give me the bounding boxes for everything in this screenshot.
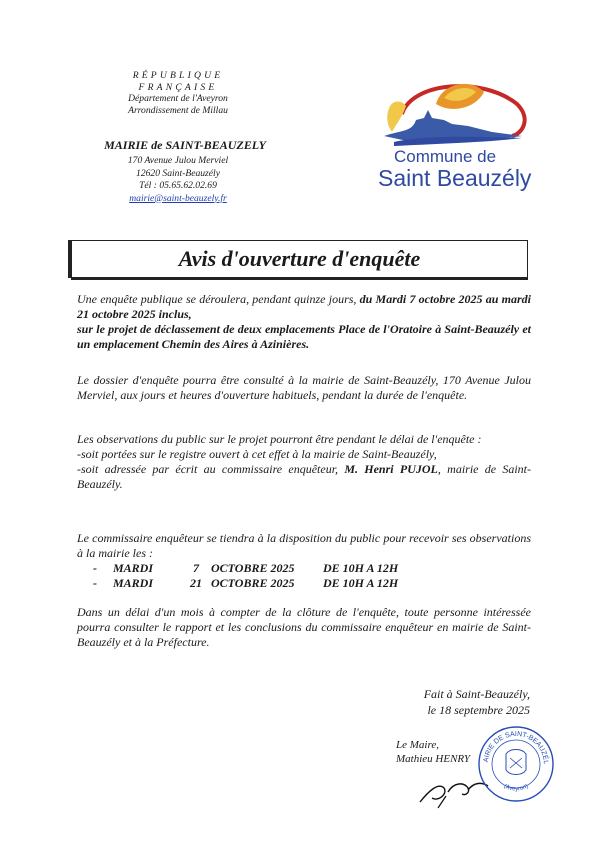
signoff-place: Fait à Saint-Beauzély, — [423, 687, 530, 701]
schedule-hours: DE 10H A 12H — [323, 576, 399, 590]
schedule-day: MARDI — [113, 561, 154, 575]
signoff-date: le 18 septembre 2025 — [427, 703, 530, 717]
p3-line2: -soit portées sur le registre ouvert à cet effet à la mairie de Saint-Beauzély, — [77, 447, 437, 461]
p3-line1: Les observations du public sur le projet pourront être pendant le délai de l'enquête : — [77, 432, 482, 446]
paragraph-observations — [77, 432, 531, 492]
republique-heading — [98, 70, 258, 116]
notice-title: Avis d'ouverture d'enquête — [71, 240, 528, 278]
p3-line3-text: -soit adressée par écrit au commissaire enquêteur, — [77, 462, 339, 476]
schedule-num: 21 — [190, 576, 202, 590]
logo-graphic — [372, 74, 552, 194]
schedule-dash: - — [93, 576, 97, 590]
p1-intro: Une enquête publique se déroulera, pendant quinze jours, — [77, 292, 357, 306]
stamp-graphic — [476, 724, 556, 804]
schedule-num: 7 — [193, 561, 199, 575]
p3-line3 — [77, 462, 531, 492]
schedule-hours: DE 10H A 12H — [323, 561, 399, 575]
email-link[interactable]: mairie@saint-beauzely.fr — [129, 192, 227, 204]
signoff-role: Le Maire, — [396, 739, 439, 751]
schedule-row — [93, 576, 398, 591]
paragraph-dossier: Le dossier d'enquête pourra être consulté à la mairie de Saint-Beauzély, 170 Avenue Julou Merviel, aux jours et heures d'ouverture habituels, pendant la durée de l'enquête. — [77, 373, 531, 402]
schedule-list — [93, 561, 398, 591]
departement-line: Département de l'Aveyron — [128, 93, 228, 104]
svg-text:(Aveyron) — [503, 783, 530, 792]
address-city: 12620 Saint-Beauzély — [136, 167, 220, 179]
signoff-name: Mathieu HENRY — [396, 753, 471, 765]
schedule-month: OCTOBRE 2025 — [211, 561, 295, 575]
paragraph-permanences: Le commissaire enquêteur se tiendra à la disposition du public pour recevoir ses observations à la mairie les : — [77, 531, 531, 560]
francaise-line: FRANÇAISE — [138, 81, 218, 93]
paragraph-rapport: Dans un délai d'un mois à compter de la clôture de l'enquête, toute personne intéressée pourra consulter le rapport et les conclusions du commissaire enquêteur en mairie de Saint-Beauzély et à la Préfecture. — [77, 605, 531, 649]
commune-logo — [372, 74, 552, 194]
mairie-name: MAIRIE de SAINT-BEAUZELY — [104, 138, 266, 152]
republique-line: RÉPUBLIQUE — [132, 70, 224, 81]
paragraph-dates — [77, 292, 531, 352]
logo-line1: Commune de — [394, 147, 497, 166]
logo-line2: Saint Beauzély — [378, 165, 532, 191]
stamp-bottom-text: (Aveyron) — [502, 783, 530, 793]
address-street: 170 Avenue Julou Merviel — [127, 155, 229, 166]
mairie-stamp — [476, 724, 556, 804]
address-phone: Tél : 05.65.62.02.69 — [139, 180, 217, 191]
signoff-place-date — [380, 686, 530, 718]
schedule-dash: - — [93, 561, 97, 575]
schedule-row — [93, 561, 398, 576]
p3-line3-end: , mairie de Saint-Beauzély. — [77, 462, 532, 491]
stamp-top-text: AIRIE DE SAINT-BEAUZÉL — [482, 730, 550, 764]
p1-project: sur le projet de déclassement de deux emplacements Place de l'Oratoire à Saint-Beauzély et un emplacement Chemin des Aires à Azinières. — [77, 322, 531, 351]
p1-dates: du Mardi 7 octobre 2025 au mardi 21 octobre 2025 inclus, — [77, 292, 532, 321]
commissaire-name: M. Henri PUJOL — [344, 462, 438, 476]
schedule-month: OCTOBRE 2025 — [211, 576, 295, 590]
mairie-address — [98, 155, 258, 205]
schedule-day: MARDI — [113, 576, 154, 590]
arrondissement-line: Arrondissement de Millau — [128, 104, 228, 116]
